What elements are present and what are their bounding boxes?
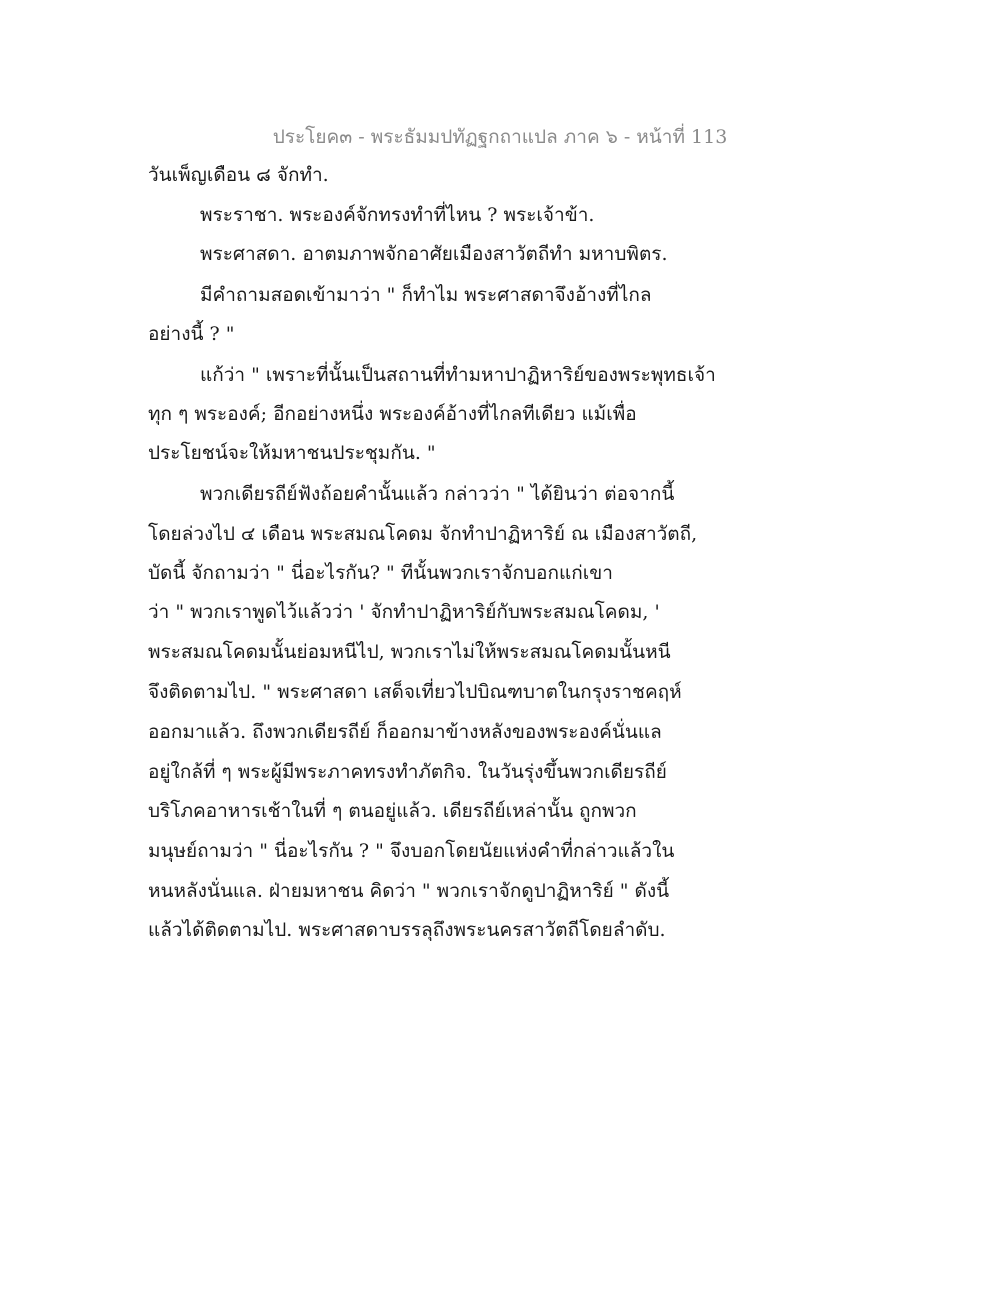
text-line: พวกเดียรถีย์ฟังถ้อยคำนั้นแล้ว กล่าวว่า " ได้ยินว่า ต่อจากนี้ xyxy=(200,483,675,505)
text-line: โดยล่วงไป ๔ เดือน พระสมณโคดม จักทำปาฏิหาริย์ ณ เมืองสาวัตถี, xyxy=(148,523,698,545)
running-header: ประโยค๓ - พระธัมมปทัฏฐกถาแปล ภาค ๖ - หน้าที่ 113 xyxy=(272,126,728,148)
text-line: ว่า " พวกเราพูดไว้แล้วว่า ' จักทำปาฏิหาริย์กับพระสมณโคดม, ' xyxy=(148,601,660,623)
text-line: จึงติดตามไป. " พระศาสดา เสด็จเที่ยวไปบิณฑบาตในกรุงราชคฤห์ xyxy=(148,681,682,703)
text-line: ออกมาแล้ว. ถึงพวกเดียรถีย์ ก็ออกมาข้างหลังของพระองค์นั่นแล xyxy=(148,721,662,743)
text-line: พระสมณโคดมนั้นย่อมหนีไป, พวกเราไม่ให้พระสมณโคดมนั้นหนี xyxy=(148,641,671,663)
text-line: ประโยชน์จะให้มหาชนประชุมกัน. " xyxy=(148,442,436,464)
text-line: แล้วได้ติดตามไป. พระศาสดาบรรลุถึงพระนครสาวัตถีโดยลำดับ. xyxy=(148,919,666,941)
text-line: อย่างนี้ ? " xyxy=(148,323,235,345)
text-line: พระราชา. พระองค์จักทรงทำที่ไหน ? พระเจ้าข้า. xyxy=(200,204,595,226)
text-line: บัดนี้ จักถามว่า " นี่อะไรกัน? " ทีนั้นพวกเราจักบอกแก่เขา xyxy=(148,562,613,584)
text-line: มนุษย์ถามว่า " นี่อะไรกัน ? " จึงบอกโดยนัยแห่งคำที่กล่าวแล้วใน xyxy=(148,840,675,862)
text-line: อยู่ใกล้ที่ ๆ พระผู้มีพระภาคทรงทำภัตกิจ. ในวันรุ่งขึ้นพวกเดียรถีย์ xyxy=(148,761,667,783)
text-line: บริโภคอาหารเช้าในที่ ๆ ตนอยู่แล้ว. เดียรถีย์เหล่านั้น ถูกพวก xyxy=(148,800,637,822)
text-line: พระศาสดา. อาตมภาพจักอาศัยเมืองสาวัตถีทำ มหาบพิตร. xyxy=(200,243,668,265)
text-line: แก้ว่า " เพราะที่นั้นเป็นสถานที่ทำมหาปาฏิหาริย์ของพระพุทธเจ้า xyxy=(200,364,716,386)
text-line: ทุก ๆ พระองค์; อีกอย่างหนึ่ง พระองค์อ้างที่ไกลทีเดียว แม้เพื่อ xyxy=(148,403,637,425)
text-line: วันเพ็ญเดือน ๘ จักทำ. xyxy=(148,164,329,186)
text-line: หนหลังนั่นแล. ฝ่ายมหาชน คิดว่า " พวกเราจักดูปาฏิหาริย์ " ดังนี้ xyxy=(148,880,670,902)
text-line: มีคำถามสอดเข้ามาว่า " ก็ทำไม พระศาสดาจึงอ้างที่ไกล xyxy=(200,284,652,306)
